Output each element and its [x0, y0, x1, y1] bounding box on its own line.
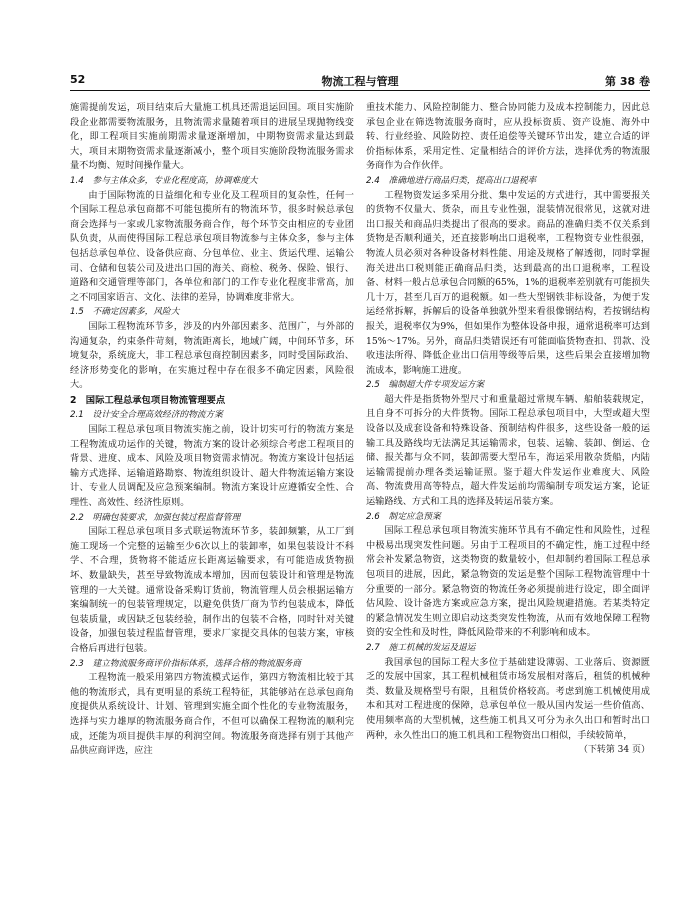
subsection-heading: 2.7 施工机械的发运及退运 — [366, 642, 476, 653]
volume-label: 第 38 卷 — [605, 75, 650, 88]
paragraph-text: 我国承包的国际工程大多位于基础建设薄弱、工业落后、资源匮乏的发展中国家，其工程机械租赁市场发展相对落后，租赁的机械种类、数量及规格型号有限，且租赁价格较高。考虑到施工机械使用成本和其对工程进度的保障，总承包单位一般从国内发运一些价值高、使用频率高的大型机械，这些施工机具又可分为永久出口和暂时出口两种，永久性出口的施工机具和工程物资出口相似，手续较简单， — [366, 656, 650, 741]
paragraph: 工程物流一般采用第四方物流模式运作，第四方物流相比较于其他的物流形式，具有更明显的系统工程特征，其能够站在总承包商角度提供从系统设计、计划、管理到实施全面个性化的专业物流服务，选择与实力雄厚的物流服务商合作，不但可以确保工程物流的顺利完成，还能为项目提供丰厚的利润空间。物流服务商选择有别于其他产品供应商评选，应注 — [70, 672, 354, 757]
subsection-heading: 1.5 不确定因素多，风险大 — [70, 307, 180, 318]
left-column — [70, 101, 354, 881]
paragraph: 重技术能力、风险控制能力、整合协同能力及成本控制能力，因此总承包企业在筛选物流服务商时，应从投标资质、资产设施、海外中转、行业经验、风险防控、责任追偿等关键环节出发，建立合适的评价指标体系，采用定性、定量相结合的评价方法，选择优秀的物流服务商作为合作伙伴。 — [366, 102, 650, 172]
subsection-heading: 1.4 参与主体众多，专业化程度高，协调难度大 — [70, 175, 258, 186]
page-number: 52 — [70, 73, 86, 86]
subsection-heading: 2.2 明确包装要求，加强包装过程监督管理 — [70, 512, 241, 523]
paragraph: 施需提前发运，项目结束后大量施工机具还需退运回国。项目实施阶段企业都需要物流服务，且物流需求量随着项目的进展呈现抛物线变化，即工程项目实施前期需求量逐渐增加，中期物资需求量达到最大，项目末期物资需求量逐渐减小，整个项目实施阶段物流服务需求量不均衡、短时间操作量大。 — [70, 102, 354, 172]
paragraph — [366, 656, 650, 756]
paragraph: 国际工程物流环节多，涉及的内外部因素多、范围广，与外部的沟通复杂，约束条件苛刻，物流距离长，地域广阔，中间环节多，环境复杂，系统庞大，非工程总承包商控制因素多，同时受国际政治、经济形势变化的影响，在实施过程中存在很多不确定因素，风险很大。 — [70, 320, 354, 391]
paragraph: 国际工程总承包项目多式联运物流环节多，装卸频繁，从工厂到施工现场一个完整的运输至少6次以上的装卸率，如果包装设计不科学、不合理，货物将不能适应长距离运输要求，有可能造成货物损坏、数量缺失，甚至导致物流成本增加，因而包装设计和管理是物流管理的一大关键。通常设备采购订货前，物流管理人员会根据运输方案编制统一的包装管理规定，以避免供货厂商为节约包装成本，降低包装质量，或因缺乏包装经验，制作出的包装不合格，同时针对关键设备，加强包装过程监督管理，要求厂家提交具体的包装方案，审核合格后再进行包装。 — [70, 526, 354, 654]
paragraph: 国际工程总承包项目物流实施之前，设计切实可行的物流方案是工程物流成功运作的关键，物流方案的设计必须综合考虑工程项目的背景、进度、成本、风险及项目物资需求情况。物流方案设计包括运输方式选择、运输道路勘察、物流组织设计、超大件物流运输方案设计、专业人员调配及应急预案编制。物流方案设计应遵循安全性、合理性、高效性、经济性原则。 — [70, 424, 354, 509]
right-column — [366, 101, 650, 881]
subsection-heading: 2.4 准确地进行商品归类，提高出口退税率 — [366, 175, 537, 186]
running-header — [70, 70, 650, 91]
subsection-heading: 2.5 编制超大件专项发运方案 — [366, 380, 485, 391]
paragraph: 工程物资发运多采用分批、集中发运的方式进行，其中需要报关的货物不仅量大、货杂，而且专业性强，混装情况很常见，这就对进出口报关和商品归类提出了很高的要求。商品的准确归类不仅关系到货物是否顺利通关，还直接影响出口退税率，工程物资专业性很强，物流人员必须对各种设备材料性能、用途及规格了解透彻，同时掌握海关进出口税则能正确商品归类，达到最高的出口退税率，工程设备、材料一般占总承包合同额的65%，1%的退税率差别就有可能损失几十万，甚至几百万的退税额。如一些大型钢铁非标设备，为便于发运经常拆解，拆解后的设备单独就外型来看很像钢结构，若按钢结构报关，退税率仅为9%，但如果作为整体设备申报，通常退税率可达到15%～17%。另外，商品归类错误还有可能面临货物查扣、罚款、没收违法所得、降低企业出口信用等级等后果，这些后果会直接增加物流成本，影响施工进度。 — [366, 189, 650, 376]
journal-title: 物流工程与管理 — [321, 75, 399, 88]
subsection-heading: 2.3 建立物流服务商评价指标体系，选择合格的物流服务商 — [70, 658, 302, 669]
subsection-heading: 2.1 设计安全合理高效经济的物流方案 — [70, 410, 223, 421]
paragraph: 由于国际物流的日益细化和专业化及工程项目的复杂性，任何一个国际工程总承包商都不可能包揽所有的物流环节，很多时候总承包商会选择与一家或几家物流服务商合作，每个环节交由相应的专业团队负责，从而使得国际工程总承包项目物流参与主体众多，参与主体包括总承包单位、设备供应商、分包单位、业主、货运代理、运输公司、仓储和包装公司及进出口国的海关、商检、税务、保险、银行、道路和交通管理等部门，各单位和部门的工作专业化程度非常高，加之不同国家语言、文化、法律的差异，协调难度非常大。 — [70, 189, 354, 303]
paragraph: 超大件是指货物外型尺寸和重量超过常规车辆、船舶装载规定，且自身不可拆分的大件货物。国际工程总承包项目中，大型或超大型设备以及成套设备和特殊设备、预制结构件很多，这些设备一般的运输工具及路线均无法满足其运输需求，包装、运输、装卸、倒运、仓储、报关都与众不同，装卸需要大型吊车，海运采用散杂货船，内陆运输需提前办理各类运输证照。鉴于超大件发运作业难度大、风险高、物流费用高等特点，超大件发运前均需编制专项发运方案，论证运输路线、方式和工具的选择及转运吊装方案。 — [366, 393, 650, 508]
section-heading: 2 国际工程总承包项目物流管理要点 — [70, 394, 226, 406]
continuation-note: （下转第 34 页） — [578, 745, 650, 756]
subsection-heading: 2.6 制定应急预案 — [366, 511, 441, 522]
paragraph: 国际工程总承包项目物流实施环节具有不确定性和风险性，过程中极易出现突发性问题。另由于工程项目的不确定性，施工过程中经常会补发紧急物资，这类物资的数量较小，但却制约着国际工程总承包项目的进展，因此，紧急物资的发运是整个国际工程物流管理中十分重要的一部分。紧急物资的物流任务必须提前进行设定，即全面评估风险、设计备选方案或应急方案，提出风险规避措施。若某类特定的紧急情况发生则立即启动这类突发性物流，从而有效地保障工程物资的安全性和及时性，降低风险带来的不利影响和成本。 — [366, 525, 650, 639]
